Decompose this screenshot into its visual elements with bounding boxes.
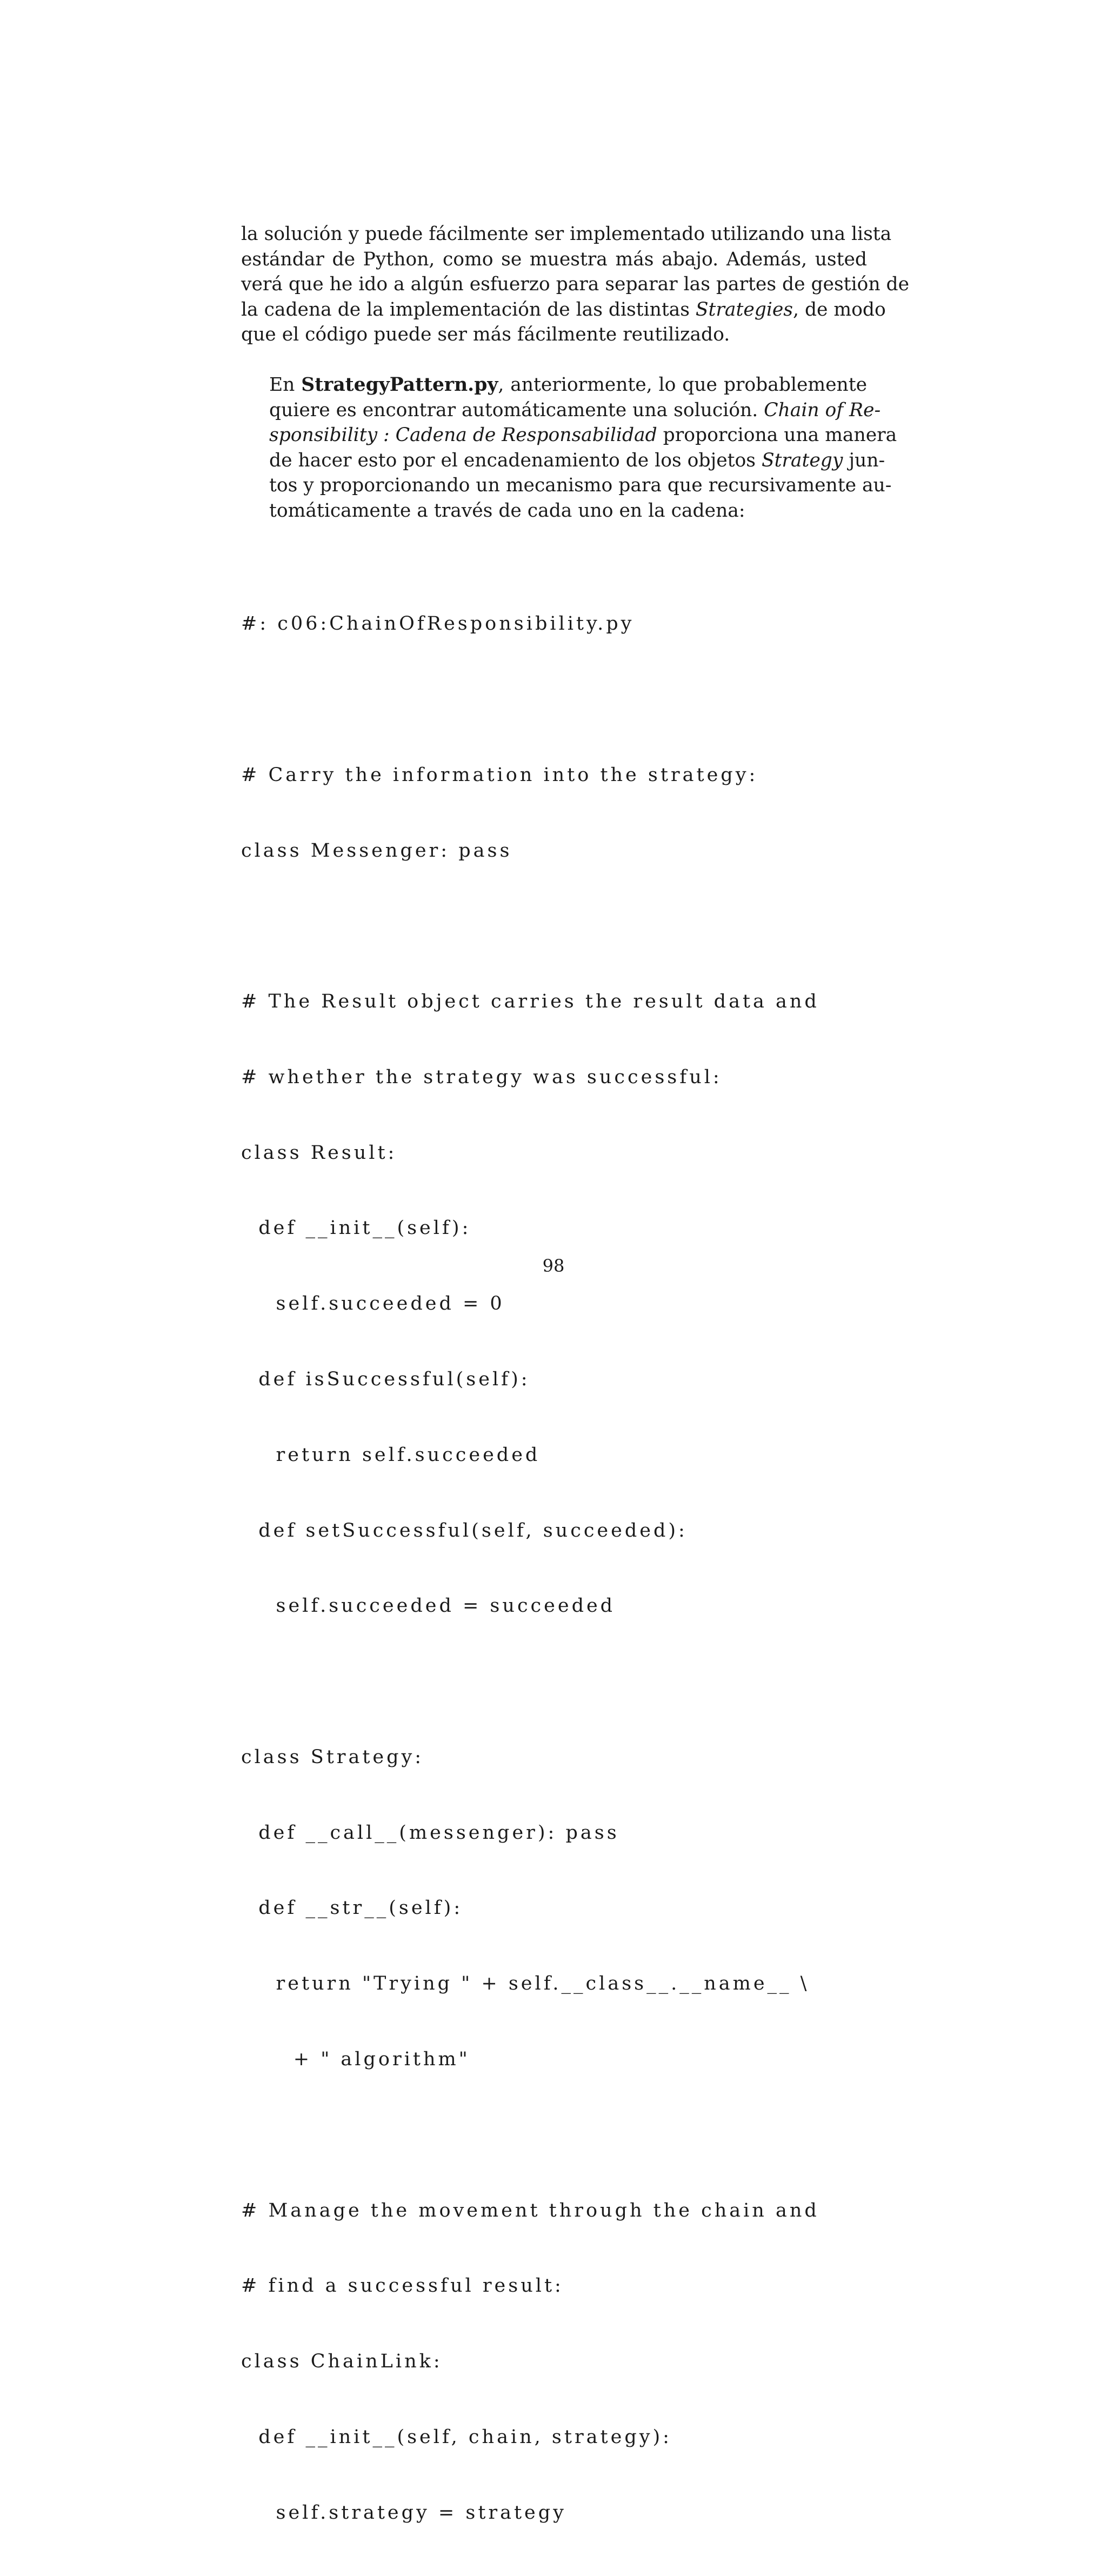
code-line: def __init__(self, chain, strategy): bbox=[241, 2426, 672, 2448]
code-line: class Messenger: pass bbox=[241, 839, 512, 862]
code-line: return self.succeeded bbox=[241, 1444, 541, 1466]
code-line: def __init__(self): bbox=[241, 1217, 471, 1239]
code-line: # whether the strategy was successful: bbox=[241, 1066, 722, 1088]
code-line: return "Trying " + self.__class__.__name__ \ bbox=[241, 1973, 810, 1995]
code-listing bbox=[241, 561, 890, 2576]
paragraph-2-line-6: tomáticamente a través de cada uno en la cadena: bbox=[269, 499, 745, 522]
code-line bbox=[241, 687, 890, 712]
code-line bbox=[241, 2123, 890, 2148]
paragraph-1-line-4 bbox=[241, 297, 886, 323]
code-line: #: c06:ChainOfResponsibility.py bbox=[241, 613, 635, 635]
text-run: , de modo bbox=[793, 298, 886, 321]
italic-term-chain: Chain of Re- bbox=[764, 399, 881, 421]
page-number: 98 bbox=[542, 1256, 565, 1276]
paragraph-1-line-5: que el código puede ser más fácilmente reutilizado. bbox=[241, 324, 730, 346]
code-line: def __call__(messenger): pass bbox=[241, 1821, 619, 1844]
code-line: + " algorithm" bbox=[241, 2048, 470, 2071]
text-run: de hacer esto por el encadenamiento de los objetos bbox=[269, 449, 762, 471]
text-run: la cadena de la implementación de las distintas bbox=[241, 298, 696, 321]
code-line: class Strategy: bbox=[241, 1746, 424, 1768]
code-line: # Carry the information into the strategy: bbox=[241, 764, 758, 786]
italic-term-responsibility: sponsibility : Cadena de Responsabilidad bbox=[269, 424, 657, 446]
text-run: En bbox=[269, 374, 302, 396]
text-run: proporciona una manera bbox=[657, 424, 897, 446]
paragraph-1-line-1: la solución y puede fácilmente ser implementado utilizando una lista bbox=[241, 223, 892, 245]
paragraph-2-line-5: tos y proporcionando un mecanismo para que recursivamente au- bbox=[269, 475, 892, 497]
code-line bbox=[241, 913, 890, 939]
bold-filename: StrategyPattern.py bbox=[301, 374, 498, 396]
code-line: class ChainLink: bbox=[241, 2351, 443, 2373]
code-line bbox=[241, 1669, 890, 1694]
code-line: # The Result object carries the result data and bbox=[241, 991, 819, 1013]
code-line: # Manage the movement through the chain and bbox=[241, 2199, 819, 2221]
text-run: quiere es encontrar automáticamente una solución. bbox=[269, 399, 764, 421]
paragraph-2-line-4 bbox=[241, 448, 885, 473]
code-line: def __str__(self): bbox=[241, 1897, 463, 1919]
code-line: class Result: bbox=[241, 1142, 397, 1164]
paragraph-2 bbox=[241, 372, 897, 524]
code-line: def isSuccessful(self): bbox=[241, 1369, 530, 1390]
paragraph-1-line-3: verá que he ido a algún esfuerzo para separar las partes de gestión de bbox=[241, 273, 910, 296]
paragraph-1-line-2: estándar de Python, como se muestra más abajo. Además, usted bbox=[241, 248, 867, 270]
italic-term-strategies: Strategies bbox=[695, 298, 793, 321]
code-line: self.succeeded = succeeded bbox=[241, 1595, 616, 1617]
paragraph-2-line-2 bbox=[241, 398, 881, 423]
code-line: def setSuccessful(self, succeeded): bbox=[241, 1519, 688, 1541]
paragraph-1 bbox=[241, 222, 910, 348]
code-line: self.strategy = strategy bbox=[241, 2501, 566, 2524]
italic-term-strategy: Strategy bbox=[761, 449, 843, 471]
paragraph-2-line-1 bbox=[241, 372, 867, 398]
paragraph-2-line-3 bbox=[241, 423, 897, 448]
text-run: jun- bbox=[843, 449, 885, 471]
text-run: , anteriormente, lo que probablemente bbox=[498, 374, 868, 396]
code-line: # find a successful result: bbox=[241, 2275, 564, 2297]
code-line: self.succeeded = 0 bbox=[241, 1293, 505, 1315]
